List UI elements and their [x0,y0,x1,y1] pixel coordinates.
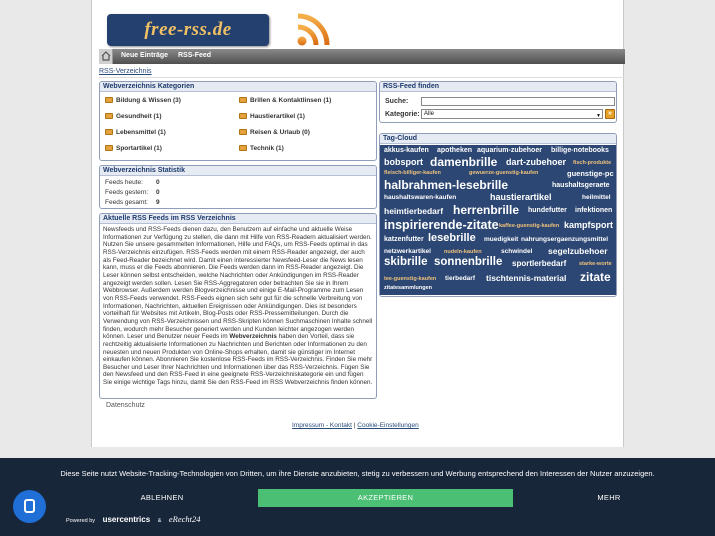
tag-link[interactable]: sportlerbedarf [512,259,567,268]
more-button[interactable]: MEHR [597,493,621,502]
article-panel [99,213,377,399]
powered-by: Powered by usercentrics & eRecht24 [66,514,201,524]
stat-value: 9 [156,199,160,206]
tag-link[interactable]: katzenfutter [384,236,424,243]
kategorie-select[interactable]: Alle ▼ [421,109,603,119]
article-bold: Webverzeichnis [229,333,277,341]
categories-title: Webverzeichnis Kategorien [100,82,376,92]
tag-link[interactable]: gewuerze-guenstig-kaufen [469,170,539,176]
reject-button[interactable]: ABLEHNEN [140,493,184,502]
stat-label: Feeds heute: [105,179,143,186]
tag-link[interactable]: zitatesammlungen [384,285,432,291]
category-item[interactable]: Haustierartikel (1) [239,113,305,120]
chevron-down-icon: ▼ [596,113,601,119]
tag-link[interactable]: segelzubehoer [548,246,608,256]
tag-link[interactable]: nudeln-kaufen [444,249,482,255]
tag-link[interactable]: billige-notebooks [551,147,609,154]
divider [99,77,625,78]
tagcloud-panel [379,133,617,297]
tag-link[interactable]: kampfsport [564,220,614,230]
tag-link[interactable]: guenstige-pc [567,169,614,178]
home-button[interactable] [99,49,113,64]
tag-link[interactable]: starke-worte [579,261,612,267]
tag-link[interactable]: nahrungsergaenzungsmittel [521,236,609,243]
footer-separator: | [353,422,356,429]
tag-link[interactable]: hundefutter [528,207,567,214]
stat-value: 0 [156,179,160,186]
erecht24-logo[interactable]: eRecht24 [168,514,201,524]
tag-link[interactable]: inspirierende-zitate [384,218,499,232]
tag-link[interactable]: herrenbrille [453,203,520,217]
folder-icon [105,97,113,103]
tag-link[interactable]: sonnenbrille [434,256,503,268]
tag-link[interactable]: fleisch-billiger-kaufen [384,170,441,176]
category-item[interactable]: Reisen & Urlaub (0) [239,129,310,136]
rss-feed-icon[interactable] [296,13,330,47]
tag-link[interactable]: fisch-produkte [573,160,612,166]
cookie-settings-link[interactable]: Cookie-Einstellungen [357,422,419,429]
usercentrics-logo[interactable]: usercentrics [102,515,151,524]
categories-panel [99,81,377,161]
nav-neue-eintraege[interactable]: Neue Einträge [121,52,169,59]
category-item[interactable]: Sportartikel (1) [105,145,162,152]
impressum-link[interactable]: Impressum - Kontakt [292,422,352,429]
suche-label: Suche: [385,98,409,105]
tag-link[interactable]: tierbedarf [445,275,475,282]
search-panel [379,81,617,123]
tag-link[interactable]: aquarium-zubehoer [477,147,542,154]
stat-label: Feeds gesamt: [105,199,148,206]
article-title: Aktuelle RSS Feeds im RSS Verzeichnis [100,214,376,224]
folder-icon [105,113,113,119]
datenschutz-link[interactable]: Datenschutz [106,402,145,409]
folder-icon [105,145,113,151]
tag-link[interactable]: akkus-kaufen [384,147,429,154]
consent-message: Diese Seite nutzt Website-Tracking-Technologien von Dritten, um ihre Dienste anzubieten, stetig zu verbessern und Werbung entsprechend den Interessen der Nutzer anzuzeigen. [60,469,655,478]
accept-button[interactable]: AKZEPTIEREN [258,489,513,507]
stats-title: Webverzeichnis Statistik [100,166,376,176]
tag-link[interactable]: heimtierbedarf [384,206,444,216]
tagcloud-title: Tag-Cloud [380,134,616,144]
tag-link[interactable]: haushaltswaren-kaufen [384,194,457,201]
folder-icon [239,113,247,119]
tag-link[interactable]: apotheken [437,147,473,154]
tag-link[interactable]: tischtennis-material [486,273,567,283]
cookie-consent-banner [0,458,715,536]
tag-link[interactable]: netzwerkartikel [384,248,431,255]
kategorie-label: Kategorie: [385,111,420,118]
search-go-button[interactable] [605,109,615,119]
site-logo[interactable] [107,14,269,46]
category-item[interactable]: Brillen & Kontaktlinsen (1) [239,97,331,104]
article-text: Newsfeeds und RSS-Feeds dienen dazu, den Benutzern auf einfache und aktuelle Weise Informationen zur Verfügung zu stellen, die dann mit Hilfe von RSS-Readern aktualisiert werden. Nutzen Sie unsere gesammelten Informationen, Hilfe und FAQs, um RSS-Feeds optimal in das RSS-Verzeichnis einzufügen. RSS-Feeds werden mit einem RSS-Reader angezeigt, der auch als Feed-Reader bezeichnet wird. Damit einen interessierter Newsfeed-Leser die News lesen kann, muss er die Feeds abonnieren. Die Feeds werden dann im RSS-Reader angezeigt. Die Leser können selbst entscheiden, welche Nachrichten oder Ankündigungen im RSS-Reader angezeigt werden sollen. Lesen Sie RSS-Aggregatoren oder betrachten Sie sie in Ihrem Webbrowser. Außerdem werden Blogverzeichnisse und einige E-Mail-Programme zum Lesen von RSS-Feeds verwendet. RSS-Feeds eignen sich sehr gut für die schnelle Verbreitung von Informationen, Nachrichten, aktuellen Ereignissen oder Ankündigungen. Dies ist besonders vorteilhaft für Websites mit Artikeln, Blog-Posts oder RSS-Pressemitteilungen. Durch die Verwendung von RSS-Verzeichnissen und RSS-Skripten können Suchmaschinen Inhalte schnell finden, wodurch mehr Besucher generiert werden und Kunden leichter angezogen werden können. Leser und Benutzer neuer Feeds im Webverzeichnis haben den Vorteil, dass sie rechtzeitig aktualisierte Informationen zu Nachrichten und Berichten oder Informationen zu den neuesten und neuen Produkten von Online-Shops erhalten, damit sie günstiger im Internet einkaufen können. Abonnieren Sie kostenlose RSS-Feeds im RSS-Verzeichnis. Finden Sie mehr Besucher und Leser Ihrer Nachrichten und Informationen über das RSS-Verzeichnis. Fügen Sie den Newsfeed und den RSS-Feed in eine geeignete RSS-Verzeichniskategorie ein und fügen Sie einige wichtige Tags hinzu, damit Sie den RSS-Feed im RSS Webverzeichnis finden können. [103,226,373,387]
folder-icon [239,129,247,135]
tag-link[interactable]: lesebrille [428,232,476,244]
tag-link[interactable]: muedigkeit [484,236,519,243]
folder-icon [239,145,247,151]
tag-link[interactable]: zitate [580,270,611,284]
stats-panel [99,165,377,209]
page-container [91,0,624,447]
tag-link[interactable]: kaffee-guenstig-kaufen [499,223,560,229]
stat-label: Feeds gestern: [105,189,149,196]
category-item[interactable]: Bildung & Wissen (3) [105,97,181,104]
tag-link[interactable]: skibrille [384,256,428,268]
main-navigation [99,49,625,64]
search-input[interactable] [421,97,615,106]
tag-link[interactable]: schwindel [501,248,533,255]
tag-link[interactable]: infektionen [575,207,613,214]
footer [292,422,419,429]
folder-icon [105,129,113,135]
category-item[interactable]: Technik (1) [239,145,284,152]
double-chevron-right-icon: » [608,110,612,117]
privacy-settings-button[interactable] [13,490,46,523]
logo-text: free-rss.de [144,19,232,40]
category-item[interactable]: Gesundheit (1) [105,113,162,120]
tag-link[interactable]: dart-zubehoer [506,157,567,167]
search-title: RSS-Feed finden [380,82,616,92]
stat-value: 0 [156,189,160,196]
nav-rss-feed[interactable]: RSS-Feed [178,52,212,59]
tag-cloud [380,145,616,295]
home-icon [101,51,111,61]
folder-icon [239,97,247,103]
tag-link[interactable]: tee-guenstig-kaufen [384,276,437,282]
category-item[interactable]: Lebensmittel (1) [105,129,166,136]
fingerprint-icon [24,499,35,513]
breadcrumb[interactable]: RSS-Verzeichnis [99,68,152,75]
tag-link[interactable]: bobsport [384,157,423,167]
tag-link[interactable]: haustierartikel [490,192,552,202]
tag-link[interactable]: haushaltsgeraete [552,182,610,189]
tag-link[interactable]: halbrahmen-lesebrille [384,178,509,192]
tag-link[interactable]: damenbrille [430,155,498,169]
tag-link[interactable]: heilmittel [582,194,611,201]
